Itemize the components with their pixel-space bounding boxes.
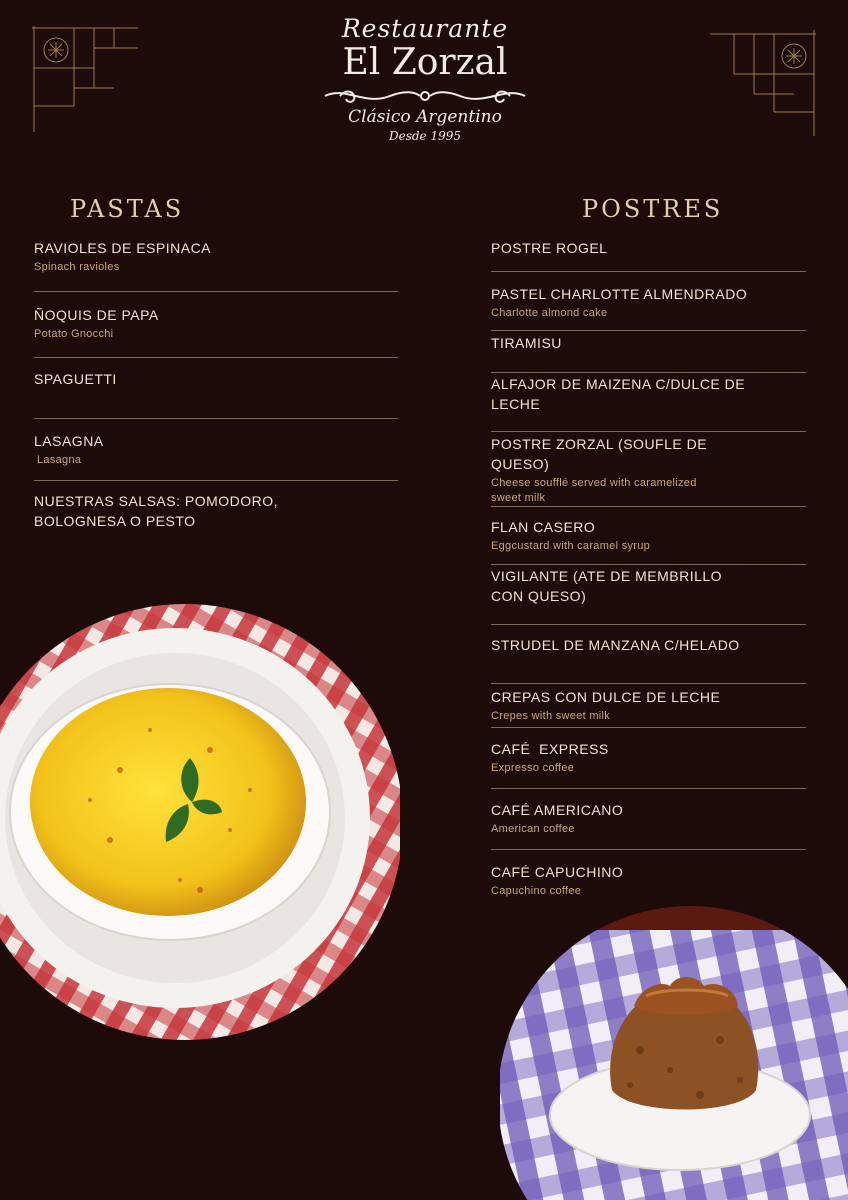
item-description: Lasagna (37, 454, 82, 466)
item-name: ALFAJOR DE MAIZENA C/DULCE DE (491, 376, 746, 392)
item-name-line2: LECHE (491, 396, 541, 412)
item-description: Spinach ravioles (34, 261, 120, 273)
item-description-line2: sweet milk (491, 492, 546, 504)
item-description: American coffee (491, 823, 575, 835)
item-name: FLAN CASERO (491, 519, 596, 535)
item-name: SPAGUETTI (34, 371, 117, 387)
menu-item-charlotte (491, 284, 801, 321)
menu-item-postre-rogel (491, 238, 801, 258)
divider (491, 506, 806, 507)
divider (491, 372, 806, 373)
item-name: TIRAMISU (491, 335, 562, 351)
item-name-line2: CON QUESO) (491, 588, 587, 604)
item-name: CREPAS CON DULCE DE LECHE (491, 689, 721, 705)
item-name: VIGILANTE (ATE DE MEMBRILLO (491, 568, 723, 584)
menu-item-flan (491, 517, 801, 554)
item-name: CAFÉ EXPRESS (491, 741, 609, 757)
postres-section-title: POSTRES (582, 195, 724, 223)
menu-item-alfajor (491, 374, 801, 414)
menu-item-salsas (34, 491, 394, 531)
divider (491, 849, 806, 850)
item-name: POSTRE ZORZAL (SOUFLE DE (491, 436, 708, 452)
item-name: NUESTRAS SALSAS: POMODORO, (34, 493, 279, 509)
divider (34, 418, 398, 419)
divider (491, 727, 806, 728)
menu-item-cafe-express (491, 739, 801, 776)
divider (491, 271, 806, 272)
logo-since: Desde 1995 (388, 129, 462, 143)
menu-item-cafe-americano (491, 800, 801, 837)
menu-item-ravioles (34, 238, 394, 275)
item-description: Potato Gnocchi (34, 328, 114, 340)
item-description: Charlotte almond cake (491, 307, 608, 319)
divider (34, 291, 398, 292)
divider (491, 624, 806, 625)
divider (491, 683, 806, 684)
menu-item-cafe-capuchino (491, 862, 801, 899)
menu-item-noquis (34, 305, 394, 342)
divider (491, 330, 806, 331)
menu-item-vigilante (491, 566, 801, 606)
dulce-de-leche-dessert-photo (500, 900, 848, 1200)
item-name: ÑOQUIS DE PAPA (34, 307, 159, 323)
item-name: RAVIOLES DE ESPINACA (34, 240, 212, 256)
menu-item-crepas (491, 687, 801, 724)
item-name: STRUDEL DE MANZANA C/HELADO (491, 637, 740, 653)
item-description: Eggcustard with caramel syrup (491, 540, 651, 552)
item-description: Capuchino coffee (491, 885, 582, 897)
item-name: CAFÉ CAPUCHINO (491, 864, 624, 880)
item-name-line2: BOLOGNESA O PESTO (34, 513, 196, 529)
divider (491, 431, 806, 432)
menu-item-strudel (491, 635, 801, 655)
logo-subtitle: Clásico Argentino (348, 107, 502, 127)
restaurant-logo (310, 14, 540, 144)
menu-item-lasagna (34, 431, 394, 468)
corner-ornament-right (710, 30, 816, 136)
item-name: POSTRE ROGEL (491, 240, 608, 256)
lasagna-plate-photo (0, 590, 400, 1052)
menu-item-postre-zorzal (491, 434, 801, 506)
menu-item-spaguetti (34, 369, 394, 389)
divider (34, 357, 398, 358)
item-description: Expresso coffee (491, 762, 575, 774)
item-name-line2: QUESO) (491, 456, 550, 472)
logo-scroll-ornament (320, 84, 530, 108)
pastas-section-title: PASTAS (70, 195, 185, 223)
item-description: Crepes with sweet milk (491, 710, 611, 722)
corner-ornament-left (32, 26, 138, 132)
menu-item-tiramisu (491, 333, 801, 353)
item-name: PASTEL CHARLOTTE ALMENDRADO (491, 286, 748, 302)
logo-top-text: Restaurante (341, 14, 509, 43)
item-name: CAFÉ AMERICANO (491, 802, 624, 818)
logo-name: El Zorzal (342, 42, 508, 83)
item-description: Cheese soufflé served with caramelized (491, 477, 697, 489)
item-name: LASAGNA (34, 433, 104, 449)
divider (491, 564, 806, 565)
divider (491, 788, 806, 789)
divider (34, 480, 398, 481)
